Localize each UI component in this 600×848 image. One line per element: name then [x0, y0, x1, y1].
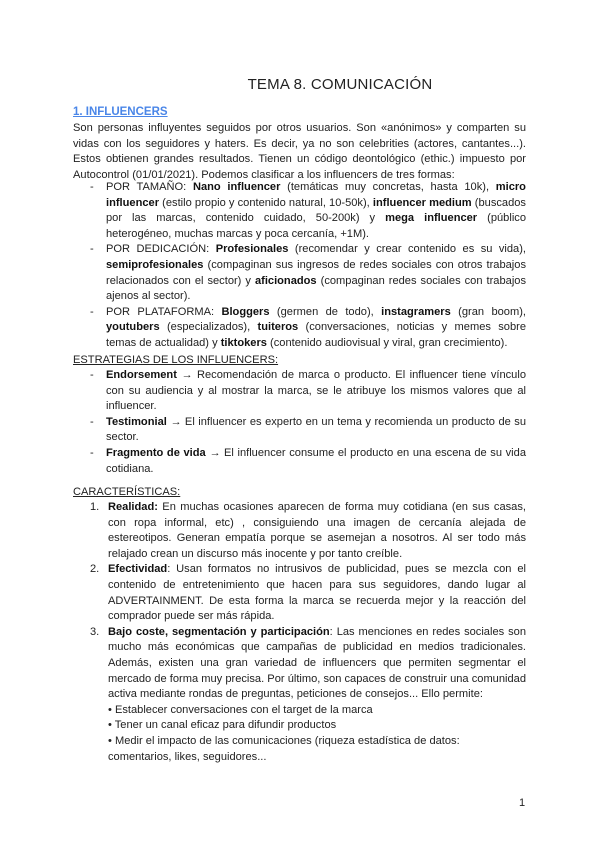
bold-term: influencer medium — [372, 196, 472, 209]
bold-term: tiktokers — [220, 336, 267, 349]
item-text: POR TAMAÑO: — [106, 181, 193, 193]
classification-list — [73, 180, 526, 352]
section-heading-influencers[interactable]: 1. INFLUENCERS — [73, 106, 168, 118]
classification-item — [73, 305, 526, 352]
page-number: 1 — [519, 797, 526, 809]
bold-term: Nano influencer — [192, 181, 281, 193]
characteristic-term: Efectividad — [108, 563, 168, 576]
strategy-text: → El influencer es experto en un tema y recomienda un producto de su sector. — [106, 415, 526, 444]
item-text: (buscados por las marcas, contenido cuidado, 50-200k) y — [106, 196, 526, 225]
bold-term: youtubers — [106, 321, 160, 334]
characteristic-item — [73, 562, 526, 624]
classification-item — [73, 180, 526, 242]
item-text: (contenido audiovisual y viral, gran crecimiento). — [266, 336, 508, 349]
characteristic-item — [73, 625, 526, 703]
characteristic-text: : Las menciones en redes sociales son mucho más económicas que campañas de publicidad en medios tradicionales. Además, existen una gran variedad de influencers que permiten segmentar el mercado de forma muy precisa. Por último, son capaces de construir una comunidad activa mediante rondas de preguntas, peticiones de consejos... Ello permite: — [108, 625, 526, 701]
strategy-term: Testimonial — [106, 415, 167, 428]
bold-term: Bloggers — [221, 305, 270, 318]
characteristic-term: Bajo coste, segmentación y participación — [108, 625, 330, 638]
strategy-term: Endorsement — [106, 369, 177, 381]
classification-item — [73, 242, 526, 304]
item-text: (gran boom), — [450, 305, 526, 318]
strategies-heading: ESTRATEGIAS DE LOS INFLUENCERS: — [73, 354, 279, 366]
item-text: (temáticas muy concretas, hasta 10k), — [280, 181, 496, 193]
strategy-item — [73, 368, 526, 415]
benefit-bullet: • Establecer conversaciones con el target de la marca — [108, 703, 373, 716]
bold-term: mega influencer — [385, 212, 478, 225]
strategy-term: Fragmento de vida — [106, 446, 206, 459]
item-text: (compaginan sus ingresos de redes sociales con otros trabajos relacionados con el sector) y — [106, 258, 526, 287]
item-text: (estilo propio y contenido natural, 10-50k), — [159, 196, 373, 209]
strategy-item — [73, 446, 526, 477]
characteristic-item — [73, 500, 526, 562]
bold-term: semiprofesionales — [106, 258, 204, 271]
bold-term: instagramers — [381, 305, 451, 318]
strategy-item — [73, 415, 526, 446]
intro-paragraph: Son personas influyentes seguidos por otros usuarios. Son «anónimos» y comparten su vidas con los seguidores y haters. Es decir, ya no son celebrities (actores, cantantes...). Estos obtienen grandes resultados. Tienen un código deontológico (ethic.) impuesto por Autocontrol (01/01/2021). Podemos clasificar a los influencers de tres formas: — [73, 122, 526, 181]
item-text: POR PLATAFORMA: — [106, 305, 222, 318]
item-text: (público heterogéneo, muchas marcas y poca cercanía, +1M). — [106, 212, 526, 240]
benefit-bullet: • Tener un canal eficaz para difundir productos — [108, 719, 337, 732]
bold-term: aficionados — [254, 274, 317, 287]
strategies-list — [73, 368, 526, 477]
strategy-text: → El influencer consume el producto en una escena de su vida cotidiana. — [106, 446, 526, 475]
item-text: POR DEDICACIÓN: — [106, 243, 216, 256]
item-number: 3. — [90, 625, 100, 638]
page-title: TEMA 8. COMUNICACIÓN — [247, 76, 433, 93]
item-text: (especializados), — [159, 321, 258, 334]
item-text: (conversaciones, noticias y memes sobre temas de actualidad) y — [106, 321, 527, 349]
characteristics-list — [73, 500, 526, 765]
bold-term: micro influencer — [106, 181, 526, 209]
strategy-text: → Recomendación de marca o producto. El influencer tiene vínculo con su audiencia y al mostrar la marca, se le atribuye los mismos valores que al influencer. — [106, 369, 526, 413]
item-number: 2. — [90, 563, 100, 576]
bold-term: Profesionales — [215, 243, 289, 256]
characteristic-text: En muchas ocasiones aparecen de forma muy cotidiana (en sus casas, con ropa informal, etc) , consiguiendo una imagen de cercanía alejada de estereotipos. Generan empatía porque se asemejan a nosotros. Al ser todo más relajado crean un discurso más inocente y por tanto creíble. — [108, 501, 526, 560]
item-text: (recomendar y crear contenido es su vida), — [288, 243, 527, 256]
item-text: (germen de todo), — [269, 305, 382, 318]
characteristics-heading: CARACTERÍSTICAS: — [73, 486, 181, 498]
characteristic-text: : Usan formatos no intrusivos de publicidad, pues se mezcla con el contenido de entretenimiento que hacen para sus seguidores, dando lugar al ADVERTAINMENT. De esta forma la marca se recuerda mejor y la reacción del comprador puede ser más rápida. — [108, 563, 526, 623]
item-text: (compaginan redes sociales con trabajos ajenos al sector). — [106, 274, 526, 303]
benefit-bullet: • Medir el impacto de las comunicaciones (riqueza estadística de datos: comentarios, likes, seguidores... — [108, 734, 460, 763]
bold-term: tuiteros — [257, 321, 299, 334]
characteristic-term: Realidad: — [108, 501, 158, 513]
item-number: 1. — [90, 501, 100, 513]
